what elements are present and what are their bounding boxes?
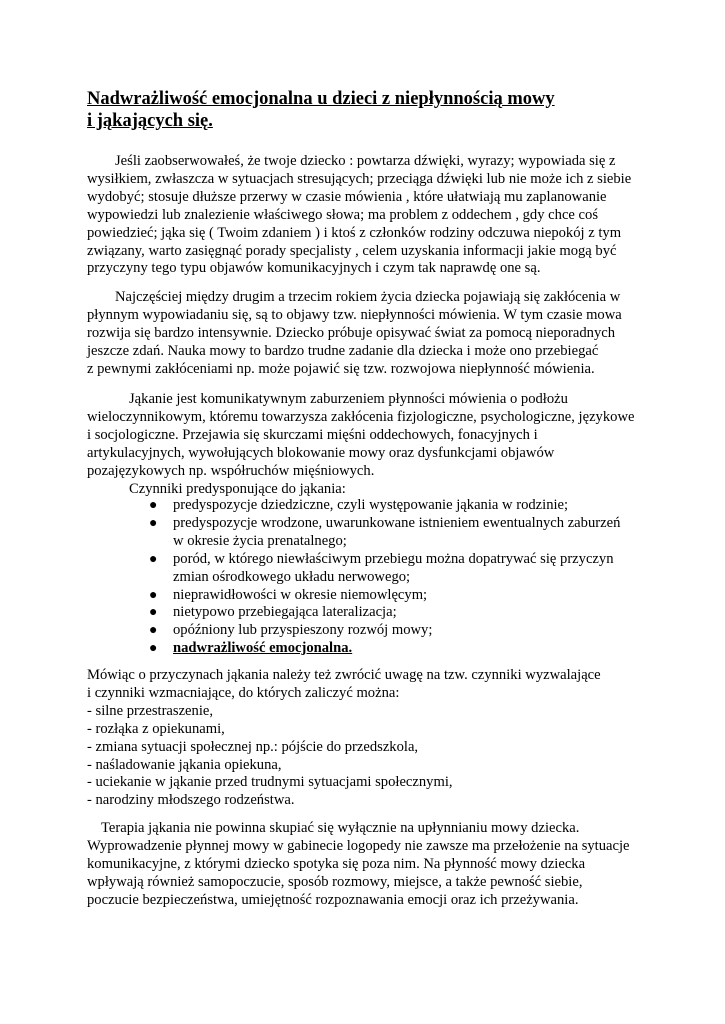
list-item-text: nieprawidłowości w okresie niemowlęcym; — [173, 586, 428, 603]
text-line: - rozłąka z opiekunami, — [87, 720, 225, 737]
text-line: i czynniki wzmacniające, do których zaliczyć można: — [87, 684, 400, 701]
text-line: wypowiedzi lub znalezienie właściwego słowa; ma problem z oddechem , gdy chce coś — [87, 206, 599, 223]
text-line: i socjologiczne. Przejawia się skurczami mięśni oddechowych, fonacyjnych i — [87, 426, 538, 443]
text-line: Wyprowadzenie płynnej mowy w gabinecie logopedy nie zawsze ma przełożenie na sytuacje — [87, 837, 630, 854]
title-line: i jąkających się. — [87, 111, 213, 131]
paragraph-development — [87, 289, 707, 379]
text-line: artykulacyjnych, wywołujących blokowanie mowy oraz dysfunkcjami objawów — [87, 444, 555, 461]
bullet-icon: ● — [149, 623, 158, 639]
bullet-icon: ● — [149, 498, 158, 513]
bullet-icon: ● — [149, 515, 158, 531]
list-item — [149, 622, 689, 640]
title-line: Nadwrażliwość emocjonalna u dzieci z niepłynnością mowy — [87, 89, 555, 109]
text-line: poczucie bezpieczeństwa, umiejętność rozpoznawania emocji oraz ich przeżywania. — [87, 891, 579, 908]
text-line: powiedzieć; jąka się ( Twoim zdaniem ) i ktoś z członków rodziny odczuwa niepokój z tym — [87, 224, 622, 241]
text-line: Mówiąc o przyczynach jąkania należy też zwrócić uwagę na tzw. czynniki wyzwalające — [87, 667, 601, 683]
list-item-text: opóźniony lub przyspieszony rozwój mowy; — [173, 622, 433, 639]
text-line: związany, warto zasięgnąć porady specjalisty , celem uzyskania informacji jakie mogą być — [87, 242, 617, 259]
text-line: rozwija się bardzo intensywnie. Dziecko próbuje opisywać świat za pomocą nieporadnych — [87, 324, 616, 341]
list-item-text: predyspozycje wrodzone, uwarunkowane istnieniem ewentualnych zaburzeń — [173, 514, 621, 531]
bullet-icon: ● — [149, 587, 158, 603]
list-item — [149, 515, 689, 551]
text-line: - zmiana sytuacji społecznej np.: pójście do przedszkola, — [87, 738, 419, 755]
factors-list — [149, 497, 689, 658]
text-line: Terapia jąkania nie powinna skupiać się wyłącznie na upłynnianiu mowy dziecka. — [101, 820, 580, 836]
paragraph-therapy — [87, 820, 707, 910]
text-line: jeszcze zdań. Nauka mowy to bardzo trudne zadanie dla dziecka i może ono przebiegać — [87, 342, 599, 359]
text-line: wydobyć; stosuje dłuższe przerwy w czasie mówienia , które ułatwiają mu zaplanowanie — [87, 188, 607, 205]
text-line: wieloczynnikowym, któremu towarzysza zakłócenia fizjologiczne, psychologiczne, językowe — [87, 408, 635, 425]
list-item-text: poród, w którego niewłaściwym przebiegu można dopatrywać się przyczyn — [173, 550, 614, 567]
list-item-text: zmian ośrodkowego układu nerwowego; — [173, 568, 411, 585]
paragraph-stuttering-definition — [87, 391, 707, 498]
text-line: komunikacyjne, z którymi dziecko spotyka się poza nim. Na płynność mowy dziecka — [87, 855, 586, 872]
list-item — [149, 587, 689, 605]
list-item-text-emphasized: nadwrażliwość emocjonalna. — [173, 640, 353, 657]
list-item-text: predyspozycje dziedziczne, czyli występowanie jąkania w rodzinie; — [173, 497, 569, 513]
list-item-text: w okresie życia prenatalnego; — [173, 532, 347, 549]
text-line: Jeśli zaobserwowałeś, że twoje dziecko : powtarza dźwięki, wyrazy; wypowiada się z — [115, 153, 616, 169]
text-line: pozajęzykowych np. współruchów mięśniowych. — [87, 462, 375, 479]
paragraph-triggers — [87, 667, 707, 810]
text-line: - uciekanie w jąkanie przed trudnymi sytuacjami społecznymi, — [87, 774, 453, 791]
list-item — [149, 640, 689, 658]
text-line: wpływają również samopoczucie, sposób rozmowy, miejsce, a także pewność siebie, — [87, 873, 583, 890]
list-item — [149, 604, 689, 622]
list-item — [149, 551, 689, 587]
list-item — [149, 497, 689, 515]
bullet-icon: ● — [149, 605, 158, 621]
text-line: Jąkanie jest komunikatywnym zaburzeniem płynności mówienia o podłożu — [129, 391, 568, 407]
text-line: - silne przestraszenie, — [87, 702, 214, 719]
text-line: płynnym wypowiadaniu się, są to objawy tzw. niepłynności mówienia. W tym czasie mowa — [87, 306, 622, 323]
text-line: wysiłkiem, zwłaszcza w sytuacjach stresujących; przeciąga dźwięki lub nie może ich z siebie — [87, 170, 632, 187]
text-line: Najczęściej między drugim a trzecim rokiem życia dziecka pojawiają się zakłócenia w — [115, 289, 621, 305]
text-line: - naśladowanie jąkania opiekuna, — [87, 756, 282, 773]
text-line: przyczyny tego typu objawów komunikacyjnych i czym tak naprawdę one są. — [87, 260, 541, 277]
list-item-text: nietypowo przebiegająca lateralizacja; — [173, 604, 397, 621]
text-line: - narodziny młodszego rodzeństwa. — [87, 792, 295, 809]
factors-intro: Czynniki predysponujące do jąkania: — [129, 480, 346, 497]
bullet-icon: ● — [149, 641, 158, 657]
text-line: z pewnymi zakłóceniami np. może pojawić się tzw. rozwojowa niepłynność mówienia. — [87, 360, 595, 377]
paragraph-intro — [87, 153, 707, 278]
page-title — [87, 88, 687, 132]
bullet-icon: ● — [149, 551, 158, 567]
